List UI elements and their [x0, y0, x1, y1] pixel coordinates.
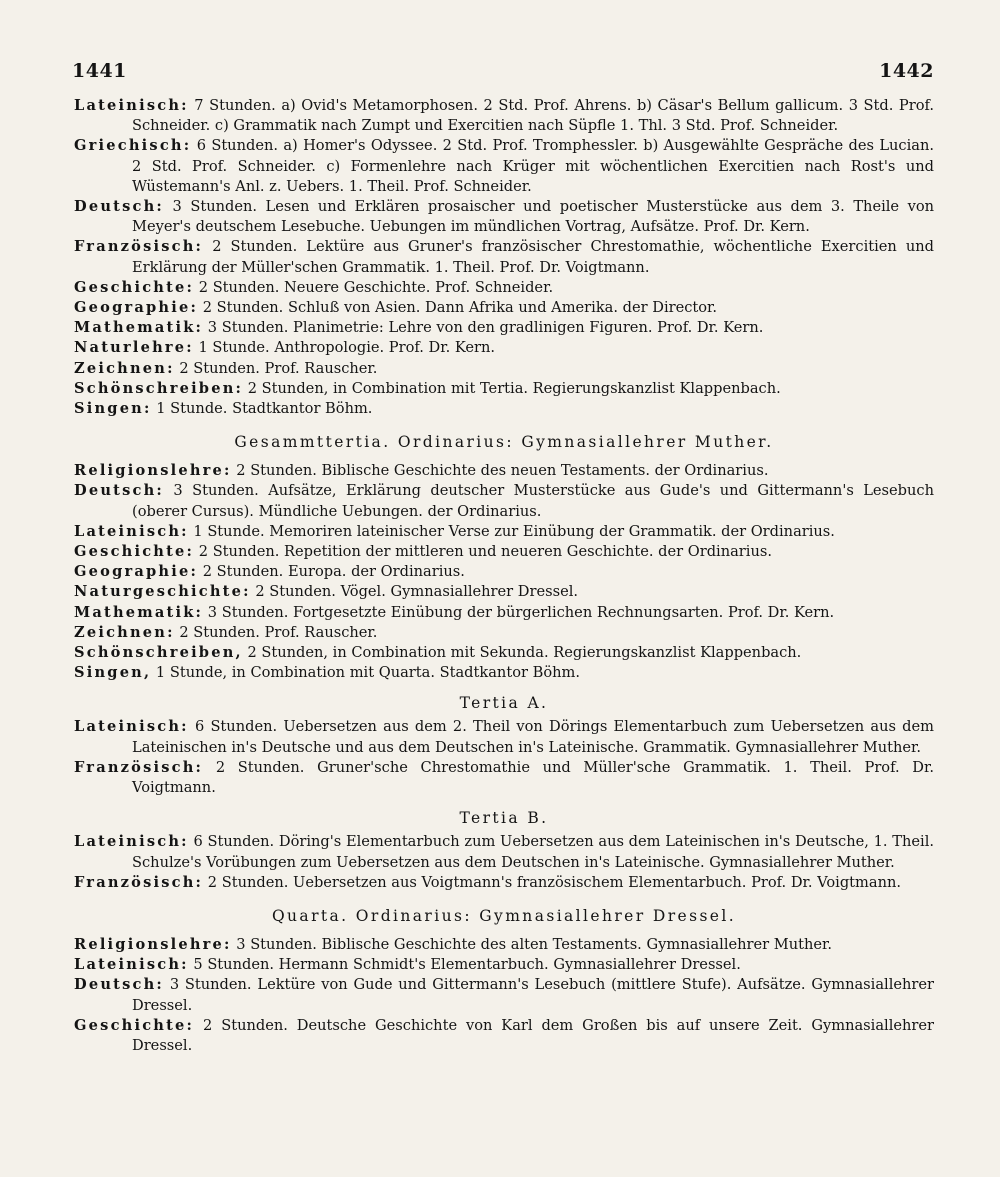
entry-text: 2 Stunden. Biblische Geschichte des neuen Testaments. der Ordinarius.: [236, 462, 769, 480]
entry-text: 3 Stunden. Planimetrie: Lehre von den gradlinigen Figuren. Prof. Dr. Kern.: [207, 319, 764, 337]
entry-text: 2 Stunden. Vögel. Gymnasiallehrer Dressel.: [255, 583, 579, 601]
syllabus-entry: [74, 663, 934, 683]
subject-label: Französisch:: [74, 758, 204, 776]
subject-label: Naturlehre:: [74, 339, 194, 357]
subject-label: Geschichte:: [74, 1016, 195, 1034]
syllabus-entry: [74, 379, 934, 399]
entry-text: 6 Stunden. Döring's Elementarbuch zum Uebersetzen aus dem Lateinischen in's Deutsche, 1. Theil. Schulze's Vorübungen zum Uebersetzen aus dem Deutschen in's Lateinische. Gymnasiallehrer Muther.: [132, 833, 935, 871]
subject-label: Deutsch:: [74, 482, 164, 500]
entry-text: 1 Stunde. Anthropologie. Prof. Dr. Kern.: [198, 339, 496, 357]
page-content: [74, 96, 934, 1056]
subject-label: Deutsch:: [74, 198, 164, 216]
subject-label: Lateinisch:: [74, 833, 189, 851]
entry-text: 2 Stunden. Prof. Rauscher.: [179, 359, 378, 377]
subject-label: Religionslehre:: [74, 935, 232, 953]
subject-label: Mathematik:: [74, 319, 204, 337]
syllabus-entry: [74, 136, 934, 197]
subject-label: Französisch:: [74, 238, 204, 256]
subject-label: Singen,: [74, 664, 152, 682]
syllabus-entry: [74, 717, 934, 757]
subject-label: Mathematik:: [74, 603, 204, 621]
entry-text: 6 Stunden. Uebersetzen aus dem 2. Theil von Dörings Elementarbuch zum Uebersetzen aus dem Lateinischen in's Deutsche und aus dem Deutschen in's Lateinische. Grammatik. Gymnasiallehrer Muther.: [132, 718, 934, 756]
entry-text: 3 Stunden. Aufsätze, Erklärung deutscher Musterstücke aus Gude's und Gittermann's Lesebuch (oberer Cursus). Mündliche Uebungen. der Ordinarius.: [132, 482, 934, 520]
subject-label: Singen:: [74, 400, 152, 418]
subject-label: Lateinisch:: [74, 956, 189, 974]
syllabus-entry: [74, 542, 934, 562]
entry-text: 2 Stunden. Repetition der mittleren und neueren Geschichte. der Ordinarius.: [198, 543, 772, 561]
subject-label: Religionslehre:: [74, 462, 232, 480]
syllabus-entry: [74, 832, 934, 872]
subject-label: Geographie:: [74, 299, 199, 317]
syllabus-entry: [74, 603, 934, 623]
page-number-left: 1441: [72, 60, 127, 82]
section-heading: Quarta. Ordinarius: Gymnasiallehrer Dressel.: [271, 906, 737, 925]
entry-text: 1 Stunde. Stadtkantor Böhm.: [156, 400, 373, 418]
entry-text: 3 Stunden. Lesen und Erklären prosaischer und poetischer Musterstücke aus dem 3. Theile von Meyer's deutschem Lesebuche. Uebungen im mündlichen Vortrag, Aufsätze. Prof. Dr. Kern.: [132, 198, 935, 236]
syllabus-entry: [74, 237, 934, 277]
subject-label: Deutsch:: [74, 976, 164, 994]
syllabus-entry: [74, 278, 934, 298]
entry-text: 1 Stunde. Memoriren lateinischer Verse zur Einübung der Grammatik. der Ordinarius.: [193, 522, 835, 540]
entry-text: 3 Stunden. Fortgesetzte Einübung der bürgerlichen Rechnungsarten. Prof. Dr. Kern.: [207, 603, 835, 621]
syllabus-entry: [74, 461, 934, 481]
syllabus-entry: [74, 197, 934, 237]
syllabus-entry: [74, 582, 934, 602]
subject-label: Schönschreiben,: [74, 644, 243, 662]
subject-label: Geschichte:: [74, 543, 195, 561]
syllabus-entry: [74, 359, 934, 379]
syllabus-entry: [74, 522, 934, 542]
syllabus-entry: [74, 975, 934, 1015]
entry-text: 2 Stunden, in Combination mit Tertia. Regierungskanzlist Klappenbach.: [247, 379, 781, 397]
entry-text: 2 Stunden. Uebersetzen aus Voigtmann's französischem Elementarbuch. Prof. Dr. Voigtmann.: [207, 873, 902, 891]
subject-label: Lateinisch:: [74, 522, 189, 540]
section-heading: Tertia A.: [459, 694, 549, 713]
syllabus-entry: [74, 399, 934, 419]
subject-label: Geschichte:: [74, 278, 195, 296]
syllabus-entry: [74, 935, 934, 955]
entry-text: 2 Stunden. Neuere Geschichte. Prof. Schneider.: [198, 278, 554, 296]
subject-label: Griechisch:: [74, 137, 192, 155]
entry-text: 3 Stunden. Lektüre von Gude und Gittermann's Lesebuch (mittlere Stufe). Aufsätze. Gymnasiallehrer Dressel.: [132, 976, 934, 1014]
entry-text: 2 Stunden. Gruner'sche Chrestomathie und Müller'sche Grammatik. 1. Theil. Prof. Dr. Voigtmann.: [132, 758, 934, 797]
entry-text: 2 Stunden. Lektüre aus Gruner's französischer Chrestomathie, wöchentliche Exercitien und Erklärung der Müller'schen Grammatik. 1. Theil. Prof. Dr. Voigtmann.: [132, 238, 934, 276]
subject-label: Naturgeschichte:: [74, 583, 251, 601]
syllabus-entry: [74, 1016, 934, 1056]
syllabus-entry: [74, 643, 934, 663]
syllabus-entry: [74, 298, 934, 318]
syllabus-entry: [74, 96, 934, 136]
section-heading: Tertia B.: [459, 809, 549, 828]
entry-text: 2 Stunden. Schluß von Asien. Dann Afrika und Amerika. der Director.: [202, 299, 718, 317]
entry-text: 1 Stunde, in Combination mit Quarta. Stadtkantor Böhm.: [155, 664, 580, 682]
page-number-right: 1442: [879, 60, 934, 82]
subject-label: Französisch:: [74, 873, 204, 891]
subject-label: Schönschreiben:: [74, 379, 244, 397]
syllabus-entry: [74, 623, 934, 643]
entry-text: 2 Stunden. Europa. der Ordinarius.: [202, 563, 465, 581]
syllabus-entry: [74, 758, 934, 798]
syllabus-entry: [74, 481, 934, 521]
entry-text: 7 Stunden. a) Ovid's Metamorphosen. 2 Std. Prof. Ahrens. b) Cäsar's Bellum gallicum. 3 Std. Prof. Schneider. c) Grammatik nach Zumpt und Exercitien nach Süpfle 1. Thl. 3 Std. Prof. Schneider.: [132, 97, 935, 135]
entry-text: 2 Stunden, in Combination mit Sekunda. Regierungskanzlist Klappenbach.: [247, 644, 802, 662]
syllabus-entry: [74, 955, 934, 975]
subject-label: Geographie:: [74, 563, 199, 581]
syllabus-entry: [74, 873, 934, 893]
syllabus-entry: [74, 318, 934, 338]
entry-text: 2 Stunden. Deutsche Geschichte von Karl dem Großen bis auf unsere Zeit. Gymnasiallehrer Dressel.: [132, 1016, 934, 1054]
subject-label: Zeichnen:: [74, 623, 175, 641]
section-heading: Gesammttertia. Ordinarius: Gymnasiallehrer Muther.: [234, 433, 774, 452]
syllabus-entry: [74, 338, 934, 358]
syllabus-entry: [74, 562, 934, 582]
entry-text: 3 Stunden. Biblische Geschichte des alten Testaments. Gymnasiallehrer Muther.: [236, 935, 833, 953]
entry-text: 6 Stunden. a) Homer's Odyssee. 2 Std. Prof. Tromphessler. b) Ausgewählte Gespräche des Lucian. 2 Std. Prof. Schneider. c) Formenlehre nach Krüger mit wöchentlichen Exercitien nach Rost's und Wüstemann's Anl. z. Uebers. 1. Theil. Prof. Schneider.: [132, 137, 935, 195]
entry-text: 5 Stunden. Hermann Schmidt's Elementarbuch. Gymnasiallehrer Dressel.: [193, 956, 741, 974]
subject-label: Zeichnen:: [74, 359, 175, 377]
subject-label: Lateinisch:: [74, 718, 189, 736]
subject-label: Lateinisch:: [74, 97, 189, 114]
entry-text: 2 Stunden. Prof. Rauscher.: [179, 623, 378, 641]
